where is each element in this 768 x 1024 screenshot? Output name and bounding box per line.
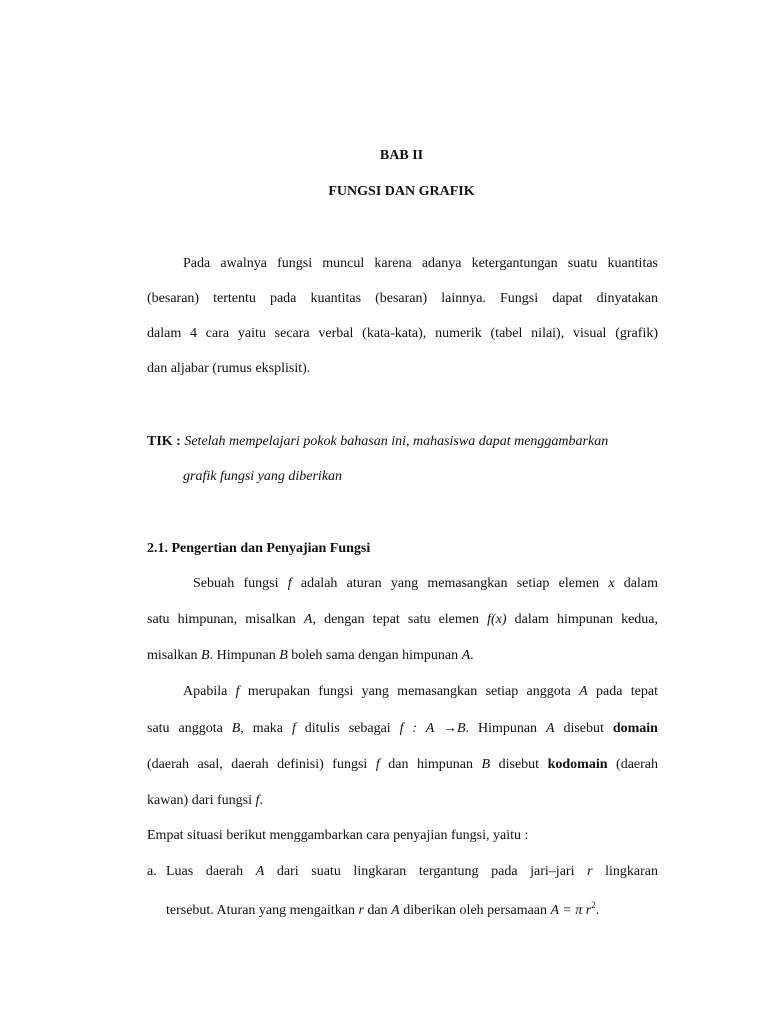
text-run: dari suatu lingkaran tergantung pada jari–jari [264, 864, 588, 879]
text-run: dalam [614, 576, 658, 591]
p1-line-3 [147, 647, 658, 665]
intro-line-2: (besaran) tertentu pada kuantitas (besaran) lainnya. Fungsi dapat dinyatakan [147, 291, 658, 306]
text-run: . [259, 793, 263, 808]
text-run: tersebut. Aturan yang mengaitkan [166, 903, 359, 918]
text-run: B [279, 648, 288, 663]
p2-line-4 [147, 792, 658, 810]
text-run: B [481, 757, 491, 772]
text-run: x [608, 576, 615, 591]
text-run: merupakan fungsi yang memasangkan setiap anggota [239, 684, 580, 699]
text-run: A [391, 903, 400, 918]
p2-line-3 [147, 756, 658, 774]
text-run: dan himpunan [379, 757, 482, 772]
text-run: pada tepat [587, 684, 658, 699]
text-run: r [587, 864, 593, 879]
text-run: f(x) [487, 612, 507, 627]
text-run: r [358, 903, 364, 918]
text-run: A [461, 648, 471, 663]
area-formula: A = π r [550, 903, 592, 918]
text-run: B [231, 721, 241, 736]
text-run: , dengan tepat satu elemen [312, 612, 488, 627]
text-run: misalkan [147, 648, 202, 663]
text-run: (daerah [607, 757, 658, 772]
text-run: f [375, 757, 380, 772]
tik-line-2: grafik fungsi yang diberikan [183, 469, 343, 484]
text-run: lingkaran [592, 864, 658, 879]
text-run: diberikan oleh persamaan [399, 903, 551, 918]
text-run: f [287, 576, 292, 591]
text-run: Luas daerah [166, 864, 256, 879]
p1-line-2 [147, 611, 658, 629]
formula-exponent: 2 [591, 900, 596, 910]
text-run: . [595, 903, 600, 918]
text-run: A [303, 612, 313, 627]
tik-line-1 [147, 433, 658, 451]
tik-label: TIK : [147, 434, 181, 449]
mapping-notation: f : A →B [399, 721, 466, 736]
text-run: adalah aturan yang memasangkan setiap elemen [291, 576, 609, 591]
intro-line-1: Pada awalnya fungsi muncul karena adanya ketergantungan suatu kuantitas [183, 256, 658, 271]
text-run: disebut [490, 757, 548, 772]
text-run: disebut [554, 721, 613, 736]
term-domain: domain [612, 721, 658, 736]
chapter-title: FUNGSI DAN GRAFIK [328, 184, 475, 199]
text-run: Apabila [183, 684, 236, 699]
text-run: . Himpunan [209, 648, 280, 663]
text-run: dalam himpunan kedua, [506, 612, 658, 627]
text-run: . Himpunan [465, 721, 546, 736]
item-a-line-1 [166, 863, 658, 881]
section-heading: 2.1. Pengertian dan Penyajian Fungsi [147, 541, 371, 556]
text-run: A [579, 684, 588, 699]
item-a-line-2 [166, 902, 677, 920]
text-run: satu anggota [147, 721, 232, 736]
text-run: Sebuah fungsi [193, 576, 288, 591]
text-run: boleh sama dengan himpunan [287, 648, 462, 663]
text-run: A [255, 864, 265, 879]
p3-line: Empat situasi berikut menggambarkan cara penyajian fungsi, yaitu : [147, 828, 529, 843]
text-run: f [291, 721, 296, 736]
term-kodomain: kodomain [547, 757, 608, 772]
p2-line-1 [183, 683, 658, 701]
chapter-label: BAB II [379, 148, 424, 163]
text-run: satu himpunan, misalkan [147, 612, 304, 627]
text-run: kawan) dari fungsi [147, 793, 256, 808]
text-run: ditulis sebagai [295, 721, 400, 736]
text-run: A [545, 721, 555, 736]
text-run: B [201, 648, 210, 663]
tik-text-1: Setelah mempelajari pokok bahasan ini, mahasiswa dapat menggambarkan [184, 434, 609, 449]
text-run: , maka [240, 721, 292, 736]
text-run: (daerah asal, daerah definisi) fungsi [147, 757, 376, 772]
p1-line-1 [193, 575, 658, 593]
text-run: . [470, 648, 474, 663]
list-marker-a: a. [147, 864, 157, 879]
text-run: f [255, 793, 260, 808]
text-run: dan [363, 903, 392, 918]
intro-line-4: dan aljabar (rumus eksplisit). [147, 361, 311, 376]
p2-line-2 [147, 720, 658, 738]
text-run: f [235, 684, 240, 699]
intro-line-3: dalam 4 cara yaitu secara verbal (kata-kata), numerik (tabel nilai), visual (grafik) [147, 326, 658, 341]
